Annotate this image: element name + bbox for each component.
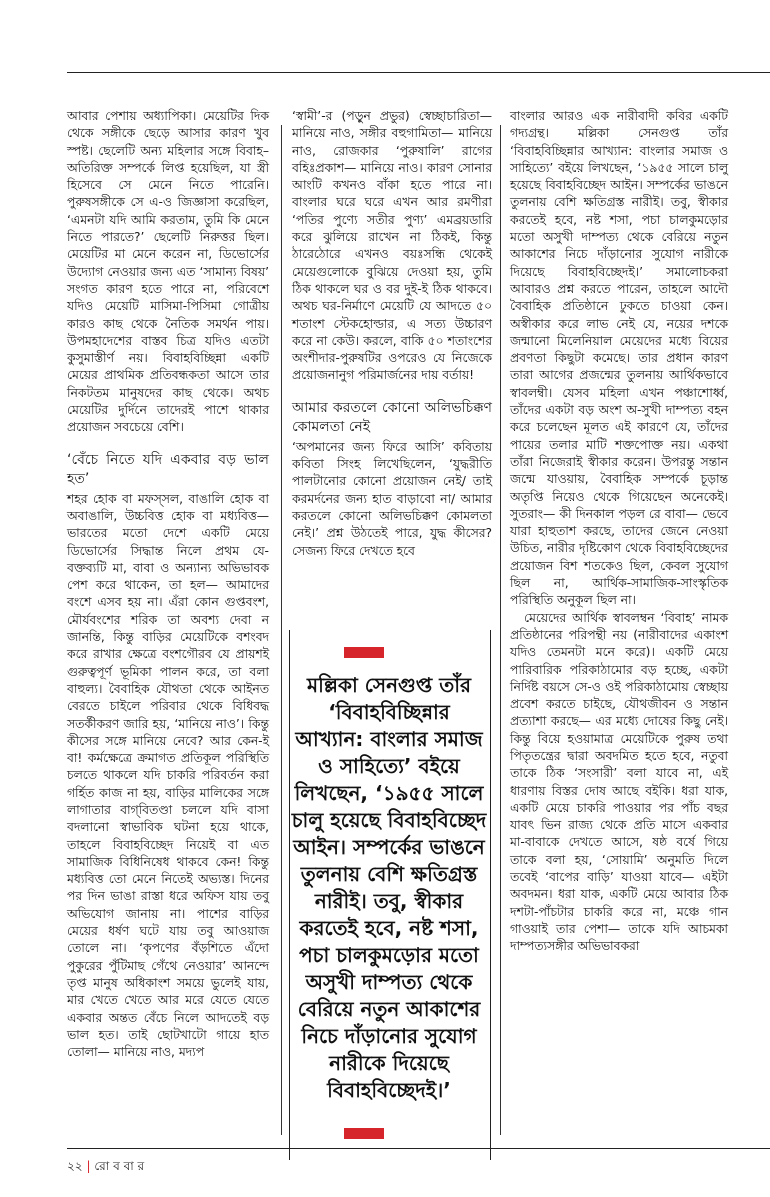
article-column-2 [292,108,492,560]
paragraph: বাংলার আরও এক নারীবাদী কবির একটি গদ্যগ্রন্থ। মল্লিকা সেনগুপ্ত তাঁর ‘বিবাহবিচ্ছিন্নার আখ্যান: বাংলার সমাজ ও সাহিত্যে’ বইয়ে লিখছেন, ‘১৯৫৫ সালে চালু হয়েছে বিবাহবিচ্ছেদ আইন। সম্পর্কের ভাঙনে তুলনায় বেশি ক্ষতিগ্রস্ত নারীই। তবু, স্বীকার করতেই হবে, নষ্ট শসা, পচা চালকুমড়োর মতো অসুখী দাম্পত্য থেকে বেরিয়ে নতুন আকাশের নিচে দাঁড়ানোর সুযোগ নারীকে দিয়েছে বিবাহবিচ্ছেদই।’ সমালোচকরা আবারও প্রশ্ন করতে পারেন, তাহলে আদৌ বৈবাহিক প্রতিষ্ঠানে ঢুকতে চাওয়া কেন। অস্বীকার করে লাভ নেই যে, নয়ের দশকে জন্মানো মিলেনিয়াল মেয়েদের মধ্যে বিয়ের প্রবণতা কিছুটা কমেছে। তার প্রধান কারণ তারা আগের প্রজন্মের তুলনায় আর্থিকভাবে স্বাবলম্বী। যেসব মহিলা এখন পঞ্চাশোর্ধ্ব, তাঁদের একটা বড় অংশ অ-সুখী দাম্পত্য বহন করে চলেছেন মূলত এই কারণে যে, তাঁদের পায়ের তলার মাটি শক্তপোক্ত নয়। একথা তাঁরা নিজেরাই স্বীকার করেন। উপরন্তু সন্তান জন্মে যাওয়ায়, বৈবাহিক সম্পর্কে চূড়ান্ত অতৃপ্তি নিয়েও থেকে গিয়েছেন অনেকেই। সুতরাং— কী দিনকাল পড়ল রে বাবা— ভেবে যারা হাহুতাশ করছে, তাদের জেনে নেওয়া উচিত, নারীর দৃষ্টিকোণ থেকে বিবাহবিচ্ছেদের প্রয়োজন বিশ শতকেও ছিল, কেবল সুযোগ ছিল না, আর্থিক-সামাজিক-সাংস্কৃতিক পরিস্থিতি অনুকূল ছিল না। [510,109,728,608]
paragraph: আবার পেশায় অধ্যাপিকা। মেয়েটির দিক থেকে সঙ্গীকে ছেড়ে আসার কারণ খুব স্পষ্ট। ছেলেটি অন্য মহিলার সঙ্গে বিবাহ–অতিরিক্ত সম্পর্কে লিপ্ত হয়েছিল, যা স্ত্রী হিসেবে সে মেনে নিতে পারেনি। পুরুষসঙ্গীকে সে এ-ও জিজ্ঞাসা করেছিল, ‘এমনটা যদি আমি করতাম, তুমি কি মেনে নিতে পারতে?’ ছেলেটি নিরুত্তর ছিল। মেয়েটির মা মেনে করেন না, ডিভোর্সের উদ্যোগ নেওয়ার জন্য এত ‘সামান্য বিষয়’ সংগত কারণ হতে পারে না, পরিবেশে যদিও মেয়েটি মাসিমা-পিসিমা গোত্রীয় কারও কাছ থেকে নৈতিক সমর্থন পায়। উপমহাদেশের বাস্তব চিত্র যদিও এতটা কুসুমাস্তীর্ণ নয়। বিবাহবিচ্ছিন্না একটি মেয়ের প্রাথমিক প্রতিবন্ধকতা আসে তার নিকটতম মানুষদের কাছ থেকে। অথচ মেয়েটির দুর্দিনে তাদেরই পাশে থাকার প্রয়োজন সবচেয়ে বেশি। [67,109,269,435]
page-footer [67,1158,144,1178]
pull-quote-accent-bar [344,1128,384,1139]
bottom-rule [67,1148,770,1149]
top-rule [67,72,770,73]
column-divider [500,125,501,1135]
magazine-name: রো ব বা র [94,1159,145,1173]
paragraph: ‘স্বামী’-র (পড়ুন প্রভুর) স্বেচ্ছাচারিতা— মানিয়ে নাও, সঙ্গীর বহুগামিতা— মানিয়ে নাও, রোজকার ‘পুরুষালি’ রাগের বহিঃপ্রকাশ— মানিয়ে নাও। কারণ সোনার আংটি কখনও বাঁকা হতে পারে না। বাংলার ঘরে ঘরে এখন আর রমণীরা ‘পতির পুণ্যে সতীর পুণ্য’ এমব্রয়ডারি করে ঝুলিয়ে রাখেন না ঠিকই, কিন্তু ঠারেঠোরে এখনও বয়ঃসন্ধি থেকেই মেয়েগুলোকে বুঝিয়ে দেওয়া হয়, তুমি ঠিক থাকলে ঘর ও বর দুই-ই ঠিক থাকবে। অথচ ঘর-নির্মাণে মেয়েটি যে আদতে ৫০ শতাংশ স্টেকহোল্ডার, এ সত্য উচ্চারণ করে না কেউ। করলে, বাকি ৫০ শতাংশের অংশীদার-পুরুষটির ওপরেও যে নিজেকে প্রয়োজনানুগ পরিমার্জনের দায় বর্তায়! [292,109,492,383]
paragraph: শহর হোক বা মফস্সল, বাঙালি হোক বা অবাঙালি, উচ্চবিত্ত হোক বা মধ্যবিত্ত— ভারতের মতো দেশে একটি মেয়ে ডিভোর্সের সিদ্ধান্ত নিলে প্রথম যে-বক্তব্যটি মা, বাবা ও অন্যান্য অভিভাবক পেশ করে থাকেন, তা হল— আমাদের বংশে এসব হয় না। এঁরা কোন গুপ্তবংশ, মৌর্যবংশের শরিক তা অবশ্য দেবা ন জানন্তি, কিন্তু বাড়ির মেয়েটিকে বশংবদ করে রাখার ক্ষেত্রে বংশগৌরব যে প্রায়শই গুরুত্বপূর্ণ ভূমিকা পালন করে, তা বলা বাহুল্য। বৈবাহিক যৌথতা থেকে আইনত বেরতে চাইলে পরিবার থেকে বিধিবদ্ধ সতর্কীকরণ জারি হয়, ‘মানিয়ে নাও’। কিন্তু কীসের সঙ্গে মানিয়ে নেবে? আর কেন-ই বা! কর্মক্ষেত্রে ক্রমাগত প্রতিকূল পরিস্থিতি চলতে থাকলে যদি চাকরি পরিবর্তন করা গর্হিত কাজ না হয়, বাড়ির মালিকের সঙ্গে লাগাতার বাগ্‌বিতণ্ডা চললে যদি বাসা বদলানো স্বাভাবিক ঘটনা হয়ে থাকে, তাহলে বিবাহবিচ্ছেদ নিয়েই বা এত সামাজিক বিধিনিষেধ থাকবে কেন! কিন্তু মধ্যবিত্ত তো মেনে নিতেই অভ্যস্ত। দিনের পর দিন ভাঙা রাস্তা ধরে অফিস যায় তবু অভিযোগ জানায় না। পাশের বাড়ির মেয়ের ধর্ষণ ঘটে যায় তবু আওয়াজ তোলে না। ‘কৃপণের বঁড়শিতে এঁদো পুকুরের পুঁটিমাছ গেঁথে নেওয়ার’ আনন্দে তৃপ্ত মানুষ অধিকাংশ সময়ে ভুলেই যায়, মার খেতে খেতে আর মরে যেতে যেতে একবার অন্তত বেঁচে নিলে আদতেই বড় ভাল হত। তাই ছোটখাটো গায়ে হাত তোলা— মানিয়ে নাও, মদ্যপ [67,491,269,1060]
footer-separator: | [86,1159,91,1173]
pull-quote-text: মল্লিকা সেনগুপ্ত তাঁর ‘বিবাহবিচ্ছিন্নার আখ্যান: বাংলার সমাজ ও সাহিত্যে’ বইয়ে লিখছেন, ‘১৯৫৫ সালে চালু হয়েছে বিবাহবিচ্ছেদ আইন। সম্পর্কের ভাঙনে তুলনায় বেশি ক্ষতিগ্রস্ত নারীই। তবু, স্বীকার করতেই হবে, নষ্ট শসা, পচা চালকুমড়োর মতো অসুখী দাম্পত্য থেকে বেরিয়ে নতুন আকাশের নিচে দাঁড়ানোর সুযোগ নারীকে দিয়েছে বিবাহবিচ্ছেদই।’ [291,673,487,1102]
page-number: ২২ [67,1159,83,1173]
paragraph: ‘অপমানের জন্য ফিরে আসি’ কবিতায় কবিতা সিংহ লিখেছিলেন, ‘যুদ্ধরীতি পালটানোর কোনো প্রয়োজন নেই/ তাই করমর্দনের জন্য হাত বাড়াবো না/ আমার করতলে কোনো অলিভচিক্কণ কোমলতা নেই।’ প্রশ্ন উঠতেই পারে, যুদ্ধ কীসের? সেজন্য ফিরে দেখতে হবে [292,439,492,558]
subheading: আমার করতলে কোনো অলিভচিক্কণ কোমলতা নেই [292,399,492,435]
article-column-1 [67,108,269,1061]
column-divider [281,125,282,1135]
subheading: ‘বেঁচে নিতে যদি একবার বড় ভাল হত’ [67,451,269,487]
article-column-3 [510,108,728,956]
paragraph: মেয়েদের আর্থিক স্বাবলম্বন ‘বিবাহ’ নামক প্রতিষ্ঠানের পরিপন্থী নয় (নারীবাদের একাংশ যদিও তেমনটা মনে করে)। একটি মেয়ে পারিবারিক পরিকাঠামোর বড় হচ্ছে, একটা নির্দিষ্ট বয়সে সে-ও ওই পরিকাঠামোয় স্বেচ্ছায় প্রবেশ করতে চাইছে, যৌথজীবন ও সন্তান প্রত্যাশা করছে— এর মধ্যে দোষের কিছু নেই। কিন্তু বিয়ে হওয়ামাত্র মেয়েটিকে পুরুষ তথা পিতৃতন্ত্রের দ্বারা অবদমিত হতে হবে, নতুবা তাকে ঠিক ‘সংসারী’ বলা যাবে না, এই ধারণায় বিস্তর দোষ আছে বইকি। ধরা যাক, একটি মেয়ে চাকরি পাওয়ার পর পাঁচ বছর যাবৎ ভিন রাজ্য থেকে প্রতি মাসে একবার মা-বাবাকে দেখতে আসে, ষষ্ঠ বর্ষে গিয়ে তাকে বলা হয়, ‘সোয়ামি’ অনুমতি দিলে তবেই ‘বাপের বাড়ি’ যাওয়া যাবে— এইটা অবদমন। ধরা যাক, একটি মেয়ে আবার ঠিক দশটা-পাঁচটার চাকরি করে না, মঞ্চে গান গাওয়াই তার পেশা— তাকে যদি আচমকা দাম্পত্যসঙ্গীর অভিভাবকরা [510,610,728,954]
pull-quote-accent-bar [344,647,384,658]
